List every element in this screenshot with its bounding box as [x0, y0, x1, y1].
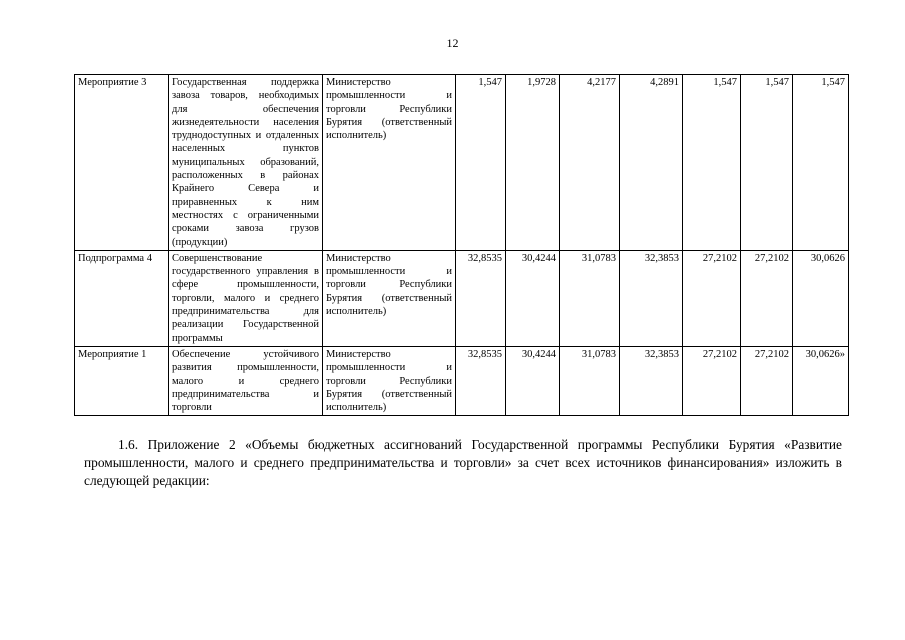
row-executor: Министерство промышленности и торговли Республики Бурятия (ответственный исполнитель) [323, 346, 456, 415]
value-cell: 27,2102 [741, 346, 793, 415]
row-description: Обеспечение устойчивого развития промышленности, малого и среднего предпринимательства и торговли [169, 346, 323, 415]
table-row [75, 346, 849, 415]
value-cell: 1,547 [741, 75, 793, 251]
row-label: Мероприятие 1 [75, 346, 169, 415]
value-cell: 32,8535 [456, 346, 506, 415]
value-cell: 30,0626» [793, 346, 849, 415]
row-executor: Министерство промышленности и торговли Республики Бурятия (ответственный исполнитель) [323, 250, 456, 346]
value-cell: 27,2102 [683, 346, 741, 415]
value-cell: 27,2102 [683, 250, 741, 346]
value-cell: 30,0626 [793, 250, 849, 346]
value-cell: 31,0783 [560, 250, 620, 346]
value-cell: 30,4244 [506, 250, 560, 346]
value-cell: 30,4244 [506, 346, 560, 415]
row-label: Мероприятие 3 [75, 75, 169, 251]
row-description: Государственная поддержка завоза товаров, необходимых для обеспечения жизнедеятельности населения труднодоступных и отдаленных населенных пунктов муниципальных образований, расположенных в районах Крайнего Севера и приравненных к ним местностях с ограниченными сроками завоза грузов (продукции) [169, 75, 323, 251]
value-cell: 32,3853 [620, 346, 683, 415]
budget-table [74, 74, 849, 416]
page-number: 12 [446, 36, 459, 50]
value-cell: 27,2102 [741, 250, 793, 346]
value-cell: 1,547 [683, 75, 741, 251]
row-description: Совершенствование государственного управления в сфере промышленности, торговли, малого и среднего предпринимательства для реализации Государственной программы [169, 250, 323, 346]
table-row [75, 250, 849, 346]
value-cell: 32,8535 [456, 250, 506, 346]
row-label: Подпрограмма 4 [75, 250, 169, 346]
value-cell: 31,0783 [560, 346, 620, 415]
row-executor: Министерство промышленности и торговли Республики Бурятия (ответственный исполнитель) [323, 75, 456, 251]
value-cell: 4,2891 [620, 75, 683, 251]
value-cell: 1,547 [793, 75, 849, 251]
body-paragraph: 1.6. Приложение 2 «Объемы бюджетных ассигнований Государственной программы Республики Бурятия «Развитие промышленности, малого и среднего предпринимательства и торговли» за счет всех источников финансирования» изложить в следующей редакции: [84, 437, 842, 488]
value-cell: 1,9728 [506, 75, 560, 251]
table-row [75, 75, 849, 251]
value-cell: 32,3853 [620, 250, 683, 346]
value-cell: 4,2177 [560, 75, 620, 251]
value-cell: 1,547 [456, 75, 506, 251]
